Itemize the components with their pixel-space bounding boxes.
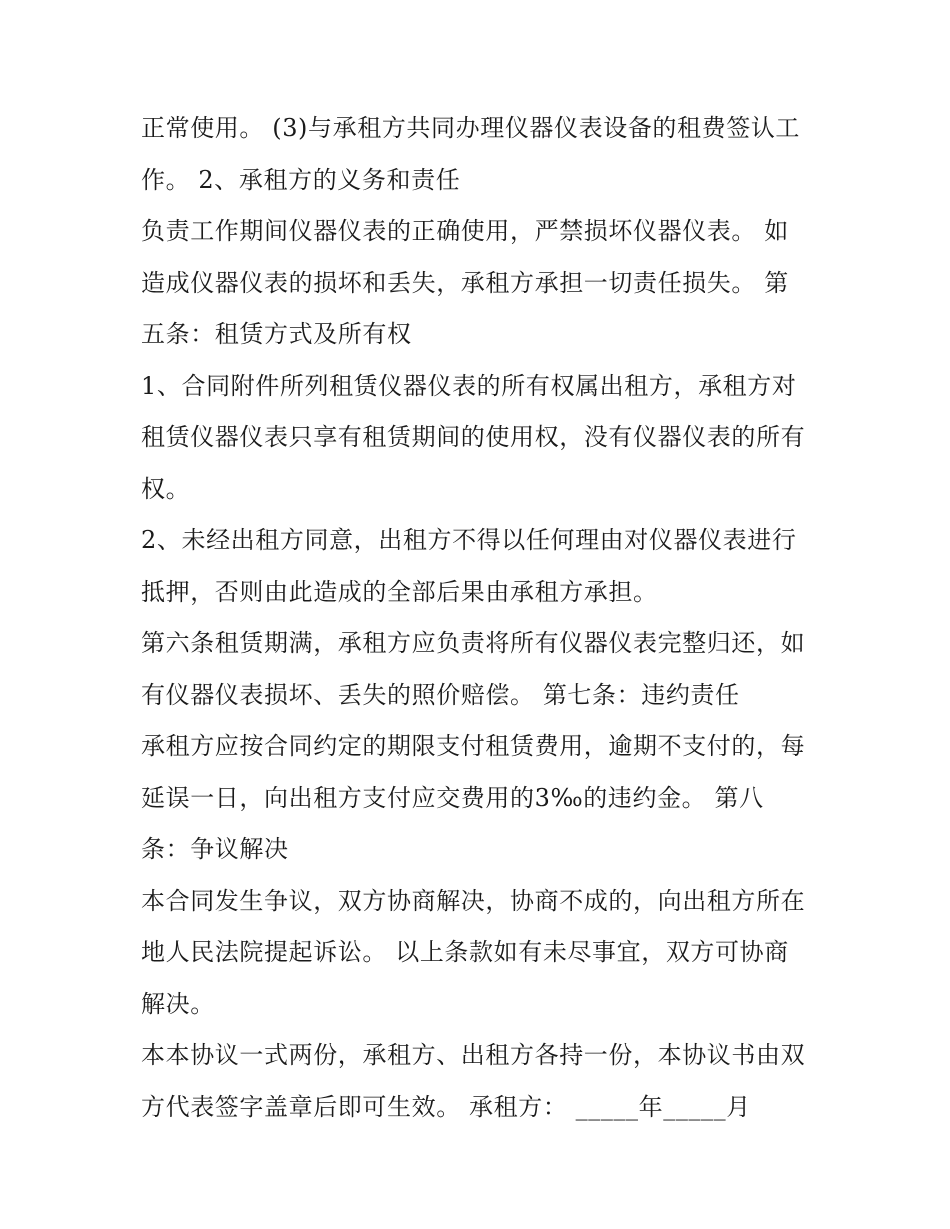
text-line: 五条：租赁方式及所有权 bbox=[141, 320, 412, 348]
text-line: 负责工作期间仪器仪表的正确使用，严禁损坏仪器仪表。 如 bbox=[141, 217, 789, 245]
document-body bbox=[141, 103, 821, 1133]
text-line: 解决。 bbox=[141, 989, 215, 1018]
text-line: 承租方应按合同约定的期限支付租赁费用，逾期不支付的，每 bbox=[141, 732, 806, 760]
text-line: 抵押，否则由此造成的全部后果由承租方承担。 bbox=[141, 577, 658, 606]
text-line: 条：争议解决 bbox=[141, 835, 289, 863]
text-line: 作。 2、承租方的义务和责任 bbox=[141, 165, 461, 194]
text-line: 本本协议一式两份，承租方、出租方各持一份，本协议书由双 bbox=[141, 1041, 806, 1069]
text-line: 2、未经出租方同意，出租方不得以任何理由对仪器仪表进行 bbox=[141, 526, 797, 554]
text-line: 租赁仪器仪表只享有租赁期间的使用权，没有仪器仪表的所有 bbox=[141, 423, 806, 451]
text-line: 造成仪器仪表的损坏和丢失，承租方承担一切责任损失。 第 bbox=[141, 268, 789, 297]
text-line: 权。 bbox=[141, 474, 191, 503]
text-line: 延误一日，向出租方支付应交费用的3‰的违约金。 第八 bbox=[141, 783, 764, 812]
text-line: 方代表签字盖章后即可生效。 承租方： _____年_____月 bbox=[141, 1092, 751, 1121]
text-line: 有仪器仪表损坏、丢失的照价赔偿。 第七条：违约责任 bbox=[141, 680, 740, 709]
text-line: 1、合同附件所列租赁仪器仪表的所有权属出租方，承租方对 bbox=[141, 371, 797, 400]
text-line: 本合同发生争议，双方协商解决，协商不成的，向出租方所在 bbox=[141, 886, 806, 915]
text-line: 地人民法院提起诉讼。 以上条款如有未尽事宜，双方可协商 bbox=[141, 938, 789, 966]
text-line: 第六条租赁期满，承租方应负责将所有仪器仪表完整归还，如 bbox=[141, 629, 806, 657]
text-line: 正常使用。 (3)与承租方共同办理仪器仪表设备的租费签认工 bbox=[141, 114, 801, 142]
